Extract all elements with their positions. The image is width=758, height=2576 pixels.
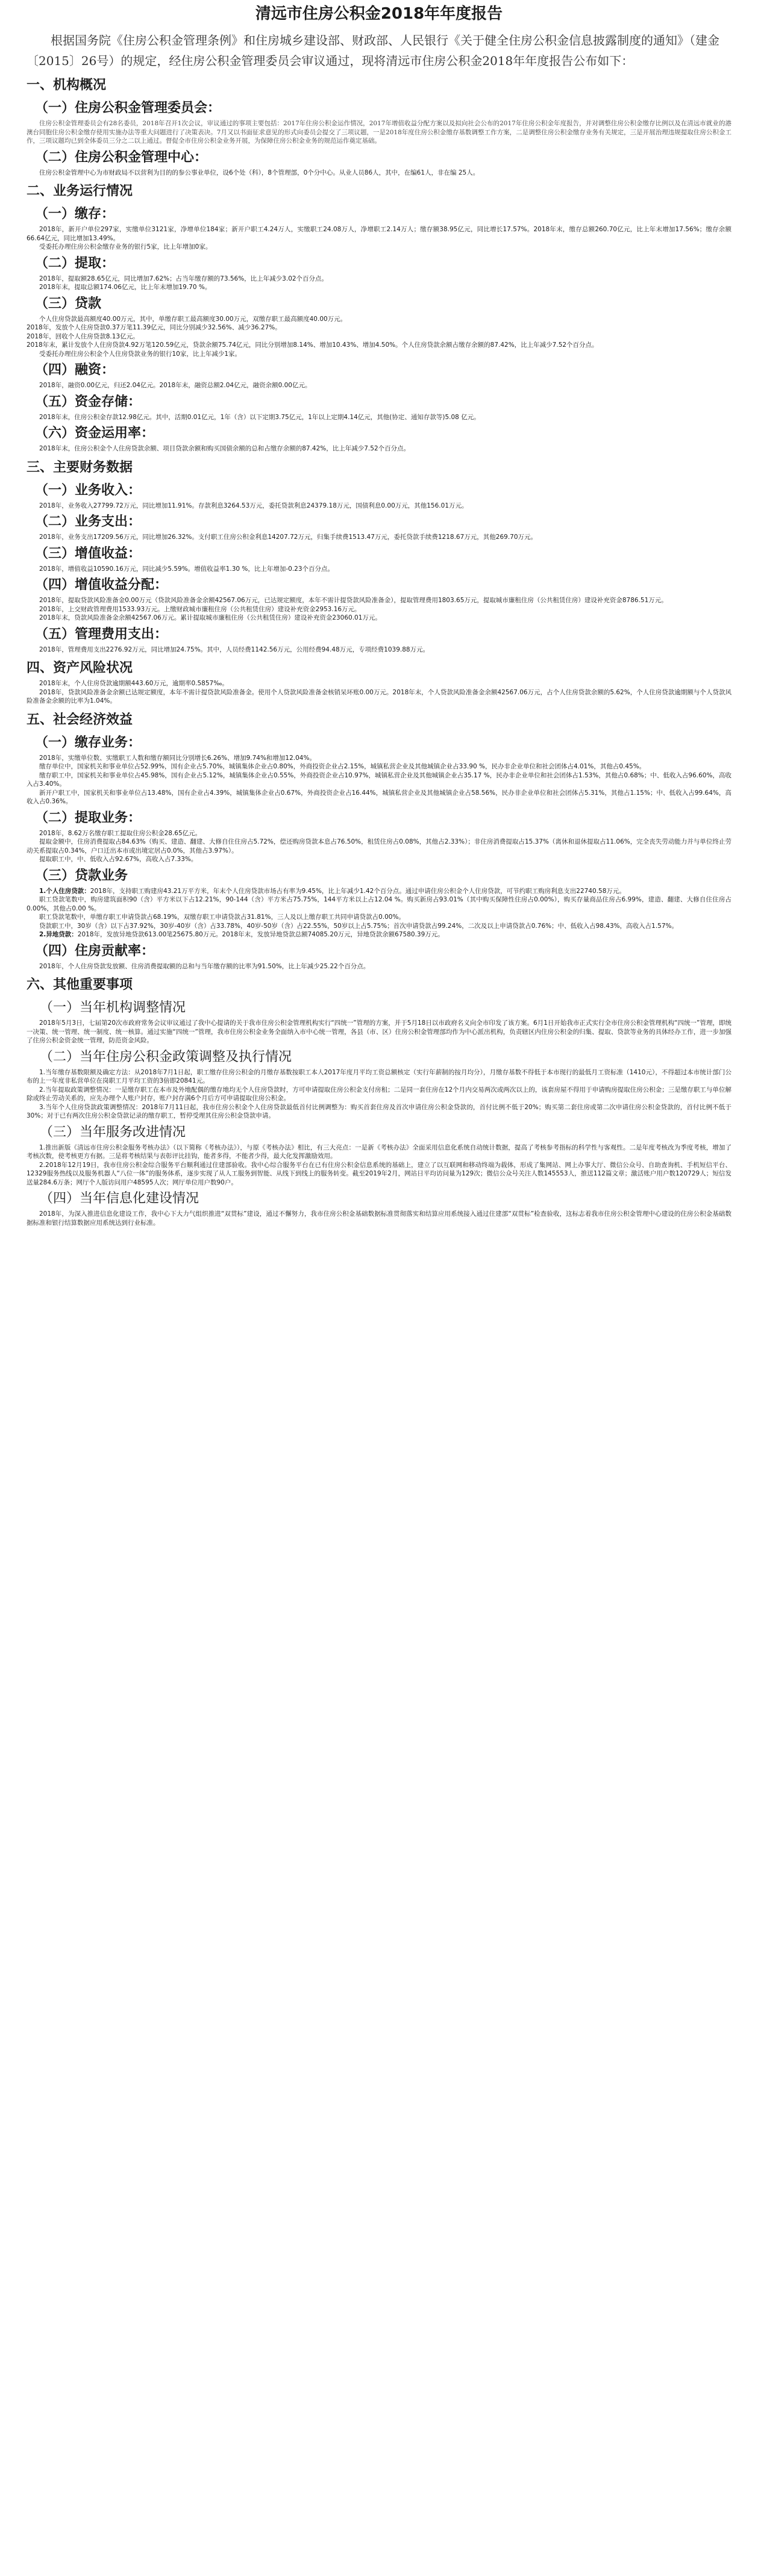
body-paragraph: 2018年，业务收入27799.72万元，同比增加11.91%。存款利息3264.53万元，委托贷款利息24379.18万元，国债利息0.00万元，其他156.01万元。	[39, 502, 468, 509]
body-paragraph: 2018年末，累计发放个人住房贷款4.92万笔120.59亿元，贷款余额75.74亿元，同比分别增加8.14%、增加10.43%、增加4.50%。个人住房贷款余额占缴存余额的87.42%，比上年减少7.52个百分点。	[27, 341, 598, 349]
subsection-heading: （二）业务支出：	[35, 514, 142, 529]
subsection-heading: （三）贷款业务	[35, 868, 128, 883]
body-paragraph: 2018年末，贷款风险准备金余额42567.06万元。累计提取城市廉租住房（公共租赁住房）建设补充资金23060.01万元。	[39, 614, 381, 621]
body-paragraph: 2018年末，个人住房贷款逾期额443.60万元，逾期率0.5857‰。	[39, 680, 228, 687]
body-paragraph: 2018年末，住房公积金存款12.98亿元。其中，活期0.01亿元，1年（含）以下定期3.75亿元，1年以上定期4.14亿元，其他(协定、通知存款等)5.08 亿元。	[39, 413, 480, 421]
body-paragraph: 2018年，融资0.00亿元，归还2.04亿元。2018年末，融资总额2.04亿元，融资余额0.00亿元。	[39, 382, 312, 389]
subsection-heading: （五）资金存储：	[35, 394, 142, 409]
body-paragraph: 缴存单位中，国家机关和事业单位占52.99%，国有企业占5.70%，城镇集体企业占0.80%，外商投资企业占2.15%，城镇私营企业及其他城镇企业占33.90 %，民办非企业单位和社会团体占4.01%，其他占0.45%。	[39, 763, 646, 770]
body-paragraph: 职工贷款笔数中，购房建筑面积90（含）平方米以下占12.21%，90-144（含）平方米占75.75%，144平方米以上占12.04 %。购买新房占93.01%（其中购买保障性住房占0.00%），购买存量商品住房占6.99%，建造、翻建、大修自住住房占0.00%，其他占0.00 %。	[27, 896, 731, 912]
body-paragraph: 1.个人住房贷款：2018年，支持职工购建房43.21万平方米，年末个人住房贷款市场占有率为9.45%，比上年减少1.42个百分点。通过申请住房公积金个人住房贷款，可节约职工购房利息支出22740.58万元。	[39, 887, 625, 895]
subsection-heading: （三）增值收益：	[35, 546, 142, 561]
paragraph-lead: 2.异地贷款：	[39, 931, 78, 938]
body-paragraph: 2018年，业务支出17209.56万元，同比增加26.32%。支付职工住房公积金利息14207.72万元，归集手续费1513.47万元，委托贷款手续费1218.67万元，其他269.70万元。	[39, 534, 537, 541]
body-paragraph: 2018年，管理费用支出2276.92万元，同比增加24.75%。其中，人员经费1142.56万元，公用经费94.48万元，专项经费1039.88万元。	[39, 646, 430, 653]
subsection-heading: （三）贷款	[35, 296, 102, 311]
body-paragraph: 2.2018年12月19日，我市住房公积金综合服务平台顺利通过住建部验收。我中心综合服务平台在已有住房公积金信息系统的基础上，建立了以互联网和移动终端为载体，形成了集网站、网上办事大厅、微信公众号、自助查询机、手机短信平台、12329服务热线以及服务机器人“八位一体”的服务体系，逐步实现了从人工服务到智能、从线下到线上的服务转变。截至2019年2月，网站日平均访问量为129次；微信公众号关注人数145553人，推送112篇文章；激活账户用户数120729人；短信发送量284.6万条；网厅个人版访问用户48595人次；网厅单位用户数90户。	[27, 1161, 731, 1186]
subsection-heading: （一）缴存业务：	[35, 735, 142, 750]
subsection-heading: （三）当年服务改进情况	[40, 1124, 186, 1140]
body-paragraph: 2018年，实缴单位数、实缴职工人数和缴存额同比分别增长6.26%、增加9.74%和增加12.04%。	[39, 754, 316, 762]
subsection-heading: （二）住房公积金管理中心：	[35, 149, 208, 165]
body-paragraph: 2.异地贷款：2018年，发放异地贷款613.00笔25675.80万元。2018年末，发放异地贷款总额74085.20万元，异地贷款余额67580.39万元。	[39, 931, 444, 938]
subsection-heading: （四）当年信息化建设情况	[40, 1191, 199, 1206]
subsection-heading: （一）当年机构调整情况	[40, 1000, 186, 1015]
body-paragraph: 提取职工中，中、低收入占92.67%，高收入占7.33%。	[39, 856, 198, 863]
body-paragraph: 2018年，为深入推进信息化建设工作，我中心下大力气组织推进“双贯标”建设，通过不懈努力，我市住房公积金基础数据标准贯彻落实和结算应用系统接入通过住建部“双贯标”检查验收，这标志着我市住房公积金管理中心建设的住房公积金基础数据标准和银行结算数据应用系统达到行业标准。	[27, 1210, 731, 1227]
subsection-heading: （四）增值收益分配：	[35, 577, 168, 593]
body-paragraph: 2018年，提取贷款风险准备金0.00万元（贷款风险准备金余额42567.06万元，已达规定额度，本年不需计提贷款风险准备金），提取管理费用1803.65万元，提取城市廉租住房（公共租赁住房）建设补充资金8786.51万元。	[39, 597, 668, 604]
body-paragraph: 2018年，上交财政管理费用1533.93万元。上缴财政城市廉租住房（公共租赁住房）建设补充资金2953.16万元。	[39, 605, 361, 613]
section-heading: 四、资产风险状况	[27, 661, 133, 676]
subsection-heading: （一）业务收入：	[35, 482, 142, 498]
body-paragraph: 受委托办理住房公积金缴存业务的银行5家，比上年增加0家。	[39, 243, 212, 250]
subsection-heading: （四）融资：	[35, 362, 115, 378]
section-heading: 一、机构概况	[27, 78, 107, 93]
body-paragraph: 2018年，新开户单位297家，实缴单位3121家，净增单位184家；新开户职工4.24万人，实缴职工24.08万人，净增职工2.14万人；缴存额38.95亿元，同比增长17.57%。2018年末，缴存总额260.70亿元，比上年末增加17.56%；缴存余额66.64亿元，同比增加13.49%。	[27, 226, 731, 242]
body-paragraph: 贷款职工中，30岁（含）以下占37.92%，30岁-40岁（含）占33.78%，40岁-50岁（含）占22.55%，50岁以上占5.75%；首次申请贷款占99.24%，二次及以上申请贷款占0.76%；中、低收入占98.43%，高收入占1.57%。	[39, 922, 678, 930]
body-paragraph: 2018年末，提取总额174.06亿元，比上年末增加19.70 %。	[39, 284, 211, 291]
body-paragraph: 个人住房贷款最高额度40.00万元，其中，单缴存职工最高额度30.00万元，双缴存职工最高额度40.00万元。	[39, 315, 347, 323]
body-paragraph: 提取金额中，住房消费提取占84.63%（购买、建造、翻建、大修自住住房占5.72%，偿还购房贷款本息占76.50%，租赁住房占0.08%，其他占2.33%）；非住房消费提取占15.37%（离休和退休提取占11.06%，完全丧失劳动能力并与单位终止劳动关系提取占0.34%，户口迁出本市或出境定居占0.0%，其他占3.97%）。	[27, 838, 731, 854]
body-paragraph: 2018年，发放个人住房贷款0.37万笔11.39亿元，同比分别减少32.56%、减少36.27%。	[27, 324, 281, 331]
subsection-heading: （四）住房贡献率：	[35, 943, 155, 959]
body-paragraph: 2018年，增值收益10590.16万元，同比减少5.59%。增值收益率1.30 %，比上年增加-0.23个百分点。	[39, 565, 334, 573]
report-sections	[27, 75, 731, 1227]
report-title: 清远市住房公积金2018年年度报告	[255, 5, 503, 23]
report-intro: 根据国务院《住房公积金管理条例》和住房城乡建设部、财政部、人民银行《关于健全住房公积金信息披露制度的通知》（建金〔2015〕26号）的规定，经住房公积金管理委员会审议通过，现将清远市住房公积金2018年年度报告公布如下：	[27, 33, 719, 68]
section-heading: 三、主要财务数据	[27, 459, 133, 475]
body-paragraph: 住房公积金管理委员会有28名委员，2018年召开1次会议，审议通过的事项主要包括：2017年住房公积金运作情况，2017年增值收益分配方案以及拟向社会公布的2017年住房公积金年度报告，并对调整住房公积金缴存比例以及在清远市就业的港澳台同胞住房公积金缴存使用实施办法等重大问题进行了决策表决。7月又以书面征求意见的形式向委员会提交了三项议题，一是2018年度住房公积金缴存基数调整工作方案，二是调整住房公积金缴存业务有关规定，三是开展治理违规提取住房公积金工作，三项议题均已到全体委员三分之二以上通过。督促全市住房公积金业务开展，为保障住房公积金业务的规范运作奠定基础。	[27, 120, 731, 145]
body-paragraph: 2018年，提取额28.65亿元，同比增加7.62%；占当年缴存额的73.56%，比上年减少3.02个百分点。	[39, 275, 328, 282]
body-paragraph: 缴存职工中，国家机关和事业单位占45.98%，国有企业占5.12%，城镇集体企业占0.55%，外商投资企业占10.97%，城镇私营企业及其他城镇企业占35.17 %，民办非企业单位和社会团体占1.53%，其他占0.68%；中、低收入占96.60%，高收入占3.40%。	[27, 771, 731, 788]
section-heading: 五、社会经济效益	[27, 712, 133, 727]
subsection-heading: （二）提取：	[35, 255, 115, 271]
body-paragraph: 职工贷款笔数中，单缴存职工申请贷款占68.19%，双缴存职工申请贷款占31.81%，三人及以上缴存职工共同申请贷款占0.00%。	[39, 913, 405, 921]
body-paragraph: 受委托办理住房公积金个人住房贷款业务的银行10家，比上年减少1家。	[39, 350, 242, 358]
section-heading: 二、业务运行情况	[27, 184, 133, 199]
subsection-heading: （一）住房公积金管理委员会：	[35, 101, 221, 116]
subsection-heading: （二）提取业务：	[35, 810, 142, 826]
subsection-heading: （五）管理费用支出：	[35, 626, 168, 642]
body-paragraph: 2018年，个人住房贷款发放额、住房消费提取额的总和与当年缴存额的比率为91.50%，比上年减少25.22个百分点。	[39, 962, 370, 970]
section-heading: 六、其他重要事项	[27, 977, 133, 992]
subsection-heading: （六）资金运用率：	[35, 426, 155, 441]
body-paragraph: 2018年，8.62万名缴存职工提取住房公积金28.65亿元。	[39, 829, 202, 837]
body-paragraph: 2018年，回收个人住房贷款8.13亿元。	[27, 332, 139, 340]
body-paragraph: 2018年，贷款风险准备金余额已达规定额度，本年不需计提贷款风险准备金。使用个人贷款风险准备金核销呆坏账0.00万元。2018年末，个人贷款风险准备金余额42567.06万元，占个人住房贷款余额的5.62%，个人住房贷款逾期额与个人贷款风险准备金余额的比率为1.04%。	[27, 688, 731, 705]
body-paragraph: 新开户职工中，国家机关和事业单位占13.48%，国有企业占4.39%，城镇集体企业占0.67%，外商投资企业占16.44%，城镇私营企业及其他城镇企业占58.56%，民办非企业单位和社会团体占5.31%，其他占1.15%；中、低收入占99.64%，高收入占0.36%。	[27, 789, 731, 805]
subsection-heading: （一）缴存：	[35, 207, 115, 222]
body-paragraph: 1.推出新版《清远市住房公积金服务考核办法》（以下简称《考核办法》），与原《考核办法》相比，有三大亮点：一是新《考核办法》全面采用信息化系统自动统计数据，提高了考核参考指标的科学性与客观性。二是年度考核改为季度考核，增加了考核次数，使考核更方有据。三是将考核结果与表彰评比挂钩，能者多得，不能者少得，最大化发挥激励效用。	[27, 1143, 731, 1160]
body-paragraph: 2018年5月3日，七届第20次市政府常务会议审议通过了我中心提请的关于我市住房公积金管理机构实行“四统一”管理的方案，并于5月18日以市政府名义向全市印发了该方案。6月1日开始我市正式实行全市住房公积金管理机构“四统一”管理，即统一决策、统一管理、统一制度、统一核算。通过实施“四统一”管理，我市住房公积金业务全面纳入市中心统一管理，各县（市、区）住房公积金管理部均作为中心派出机构，负责辖区内住房公积金的归集、提取、贷款等业务的具体经办工作，进一步加强了住房公积金资金统一管理，防范资金风险。	[27, 1019, 731, 1044]
body-paragraph: 1.当年缴存基数限额及确定方法：从2018年7月1日起，职工缴存住房公积金的月缴存基数按职工本人2017年度月平均工资总额核定（实行年薪制的按月均分），月缴存基数不得低于本市现行的最低月工资标准（1410元），不得超过本市统计部门公布的上一年度非私营单位在岗职工月平均工资的3倍即20841元。	[27, 1068, 731, 1084]
subsection-heading: （二）当年住房公积金政策调整及执行情况	[40, 1049, 292, 1065]
body-paragraph: 住房公积金管理中心为市财政局不以营利为目的的参公事业单位，设6个处（科），8个管理部，0个分中心。从业人员86人，其中，在编61人，非在编 25人。	[39, 169, 480, 176]
paragraph-lead: 1.个人住房贷款：	[39, 887, 90, 895]
body-paragraph: 3.当年个人住房贷款政策调整情况：2018年7月11日起，我市住房公积金个人住房贷款最低首付比例调整为：购买首套住房及首次申请住房公积金贷款的，首付比例不低于20%；购买第二套住房或第二次申请住房公积金贷款的，首付比例不低于30%；对于已有两次住房公积金贷款记录的缴存职工，暂停受理其住房公积金贷款申请。	[27, 1103, 731, 1119]
body-paragraph: 2.当年提取政策调整情况：一是缴存职工在本市及外地配偶的缴存地均无个人住房贷款时，方可申请提取住房公积金支付房租；二是同一套住房在12个月内交易两次或两次以上的，该套房屋不得用于申请购房提取住房公积金；三是缴存职工与单位解除或终止劳动关系的，应先办理个人账户封存，账户封存满6个月后方可申请提取住房公积金。	[27, 1086, 731, 1102]
body-paragraph: 2018年末，住房公积金个人住房贷款余额、项目贷款余额和购买国债余额的总和占缴存余额的87.42%，比上年减少7.52个百分点。	[39, 445, 410, 452]
